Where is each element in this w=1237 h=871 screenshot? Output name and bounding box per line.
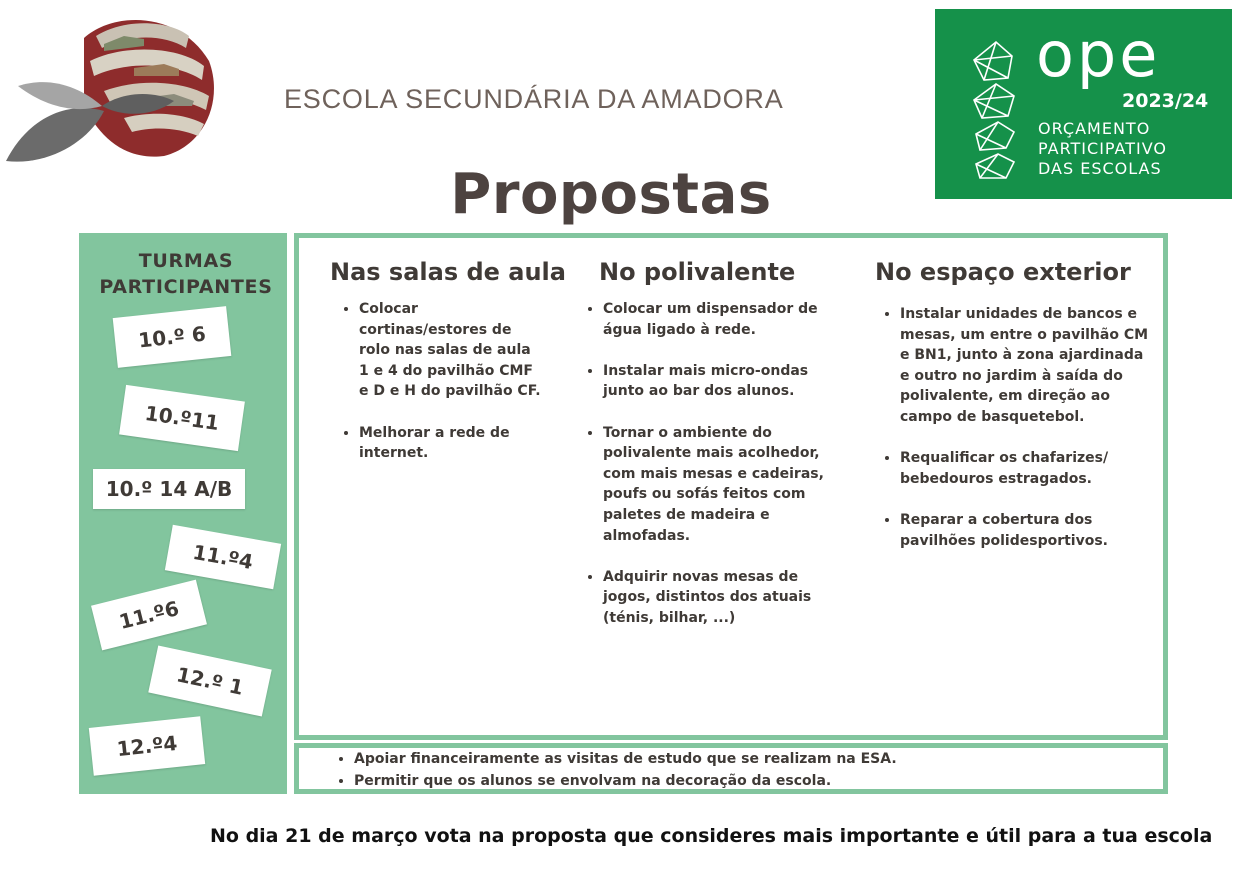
ope-line-3: DAS ESCOLAS (1038, 159, 1162, 178)
proposal-item: • Colocar cortinas/estores de rolo nas salas de aula 1 e 4 do pavilhão CMF e D e H do pavilhão CF. (359, 299, 545, 402)
school-name: ESCOLA SECUNDÁRIA DA AMADORA (284, 84, 784, 114)
classes-panel-title: TURMAS PARTICIPANTES (99, 250, 273, 298)
page-title: Propostas (450, 162, 772, 227)
column-heading: Nas salas de aula (330, 258, 566, 286)
proposal-item: • Reparar a cobertura dos pavilhões polidesportivos. (900, 510, 1150, 551)
column-heading: No polivalente (599, 258, 796, 286)
column-classrooms (330, 258, 575, 484)
proposal-item: • Requalificar os chafarizes/ bebedouros estragados. (900, 448, 1150, 489)
proposal-item: • Colocar um dispensador de água ligado à rede. (603, 299, 839, 340)
proposal-list (330, 299, 545, 464)
general-proposal-item: • Permitir que os alunos se envolvam na decoração da escola. (354, 770, 1154, 792)
column-outdoor-space (875, 258, 1150, 572)
school-logo (4, 6, 220, 166)
proposal-item: • Instalar mais micro-ondas junto ao bar dos alunos. (603, 361, 839, 402)
class-tag: 10.º 14 A/B (93, 469, 245, 509)
proposal-item: • Melhorar a rede de internet. (359, 423, 545, 464)
vote-call: No dia 21 de março vota na proposta que consideres mais importante e útil para a tua escola (210, 825, 1213, 847)
class-tag: 12.º4 (89, 716, 205, 775)
ope-line-2: PARTICIPATIVO (1038, 139, 1167, 158)
class-tag: 12.º 1 (148, 645, 271, 716)
ope-logo-word: ope (1036, 18, 1161, 91)
ope-year: 2023/24 (1122, 90, 1209, 112)
ope-line-1: ORÇAMENTO (1038, 119, 1151, 138)
column-heading: No espaço exterior (875, 258, 1131, 286)
class-tag: 10.º11 (119, 385, 245, 451)
general-proposal-list (334, 748, 1154, 792)
proposal-item: • Tornar o ambiente do polivalente mais acolhedor, com mais mesas e cadeiras, poufs ou sofás feitos com paletes de madeira e almofadas. (603, 423, 839, 547)
proposal-item: • Adquirir novas mesas de jogos, distintos dos atuais (ténis, bilhar, ...) (603, 567, 839, 629)
general-proposals (334, 748, 1154, 792)
proposal-list (875, 304, 1150, 551)
proposal-item: • Instalar unidades de bancos e mesas, um entre o pavilhão CM e BN1, junto à zona ajardinada e outro no jardim à saída do polivalente, em direção ao campo de basquetebol. (900, 304, 1150, 428)
class-tag: 11.º6 (91, 580, 207, 651)
column-multipurpose-hall (599, 258, 849, 649)
class-tag: 11.º4 (165, 525, 281, 589)
general-proposal-item: • Apoiar financeiramente as visitas de estudo que se realizam na ESA. (354, 748, 1154, 770)
class-tag: 10.º 6 (113, 306, 232, 368)
proposal-list (599, 299, 839, 629)
